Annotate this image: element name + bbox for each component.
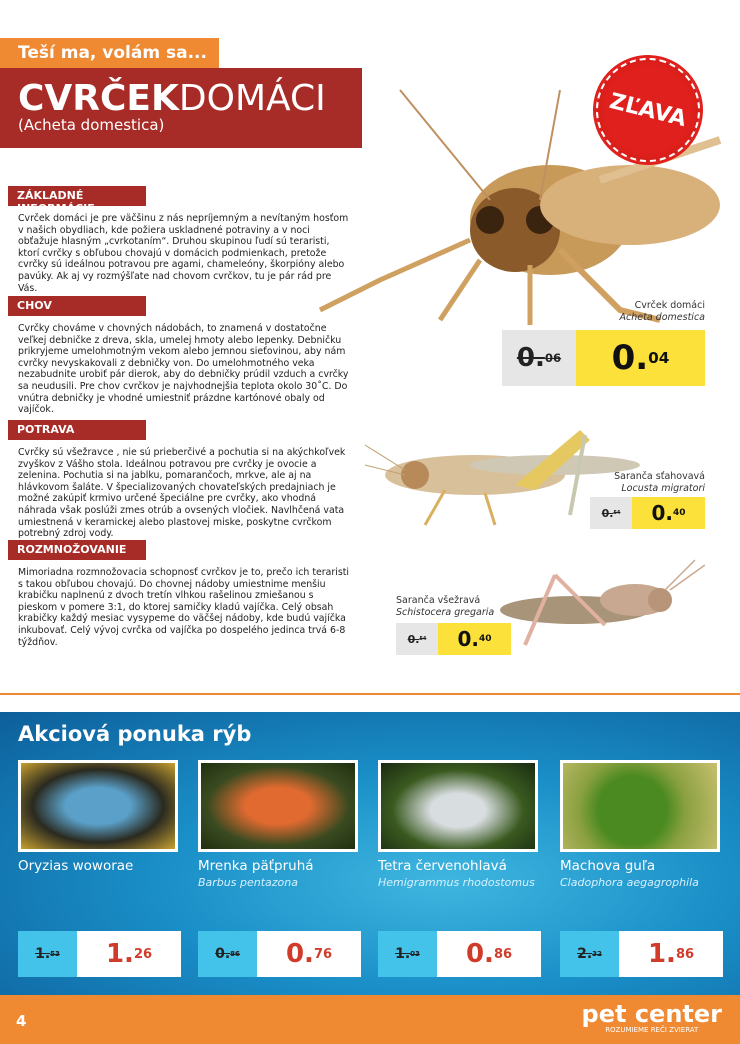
logo-text: pet center [581,1000,722,1028]
locust-image [495,555,705,655]
page-number: 4 [16,1012,27,1030]
price-tag [590,497,705,529]
old-price: 1. 53 [18,931,77,977]
fish-latin: Barbus pentazona [198,876,298,889]
section-text-chov: Cvrčky chováme v chovných nádobách, to znamená v dostatočne veľkej debničke z dreva, skla, umelej hmoty alebo lepenky. Debničku prikryjeme umelohmotným vekom alebo jemnou sieťovinou, aby nám cvrčky nevyskakovali z debničky von. Do umelohmotného veka nezabudnite urobiť pár dierok, aby do debničky prúdil vzduch a cvrčky sa neudusili. Pre chov cvrčkov je najvhodnejšia teplota okolo 30˚C. Do vnútra debničky je vhodné umiestniť prázdne kartónové obaly od vajíčok. [18,323,349,416]
fish-name: Oryzias woworae [18,858,134,874]
fish-name: Mrenka päťpruhá [198,858,314,874]
fish-card[interactable] [560,760,720,969]
fish-image [198,760,358,852]
old-price: 0. 06 [502,330,576,386]
fish-latin [18,876,178,890]
fish-section-title: Akciová ponuka rýb [18,722,252,746]
insect-latin: Locusta migratori [621,483,705,494]
page-title [18,78,362,119]
fish-name: Machova guľa [560,858,656,874]
old-price: 2. 32 [560,931,619,977]
price-tag [198,931,361,977]
fish-name: Tetra červenohlavá [378,858,507,874]
price-tag [396,623,511,655]
title-banner [0,68,362,148]
price-tag [378,931,541,977]
logo-tagline: ROZUMIEME REČI ZVIERAT [605,1026,699,1034]
old-price: 0. 86 [198,931,257,977]
title-bold: CVRČEK [18,78,179,119]
insect-caption [620,300,705,324]
section-text-basic-info: Cvrček domáci je pre väčšinu z nás nepríjemným a nevítaným hosťom v našich obydliach, kde požiera uskladnené potraviny a v noci obťažuje hlasným „cvrkotaním“. Druhou skupinou ľudí sú teraristi, ktorí cvrčky s obľubou chovajú v domácich podmienkach, pretože cvrčky sú ideálnou potravou pre agami, chameleóny, škorpióny alebo pavúky. Ak aj vy rozmýšľate nad chovom cvrčkov, tu je pár rád pre Vás. [18,213,349,294]
fish-card[interactable] [18,760,178,969]
insect-caption [396,595,494,619]
old-price: 1. 03 [378,931,437,977]
discount-badge: ZĽAVA [585,47,711,173]
fish-card[interactable] [198,760,358,969]
old-price: 0. 54 [396,623,438,655]
divider [0,693,740,695]
insect-latin: Acheta domestica [619,312,705,323]
fish-image [378,760,538,852]
insect-caption [614,471,705,495]
price-tag [502,330,705,386]
fish-card[interactable] [378,760,538,969]
new-price: 0. 86 [437,931,541,977]
insect-latin: Schistocera gregaria [396,607,495,618]
section-heading-chov: CHOV [8,296,146,316]
section-text-rozmnozovanie: Mimoriadna rozmnožovacia schopnosť cvrčkov je to, prečo ich teraristi s takou obľubou chovajú. Do chovnej nádoby umiestnime menšiu krabičku naplnenú z dvoch tretín vlhkou rašelinou zmiešanou s pieskom v pomere 3:1, do ktorej samičky kladú vajíčka. Celý obsah krabičky každý mesiac vysypeme do väčšej nádoby, kde budú vajíčka inkubovať. Celý vývoj cvrčka od vajíčka po dospelého jedinca trvá 6-8 týždňov. [18,567,349,648]
pet-center-logo [582,1000,722,1034]
insect-name: Saranča sťahovavá [614,471,705,482]
new-price: 0. 40 [632,497,705,529]
fish-image [560,760,720,852]
section-text-potrava: Cvrčky sú všežravce , nie sú prieberčivé a pochutia si na akýchkoľvek zvyškov z Vášho stola. Ideálnou potravou pre cvrčky je ovocie a zelenina. Pochutia si na jablku, pomarančoch, mrkve, ale aj na hlávkovom šaláte. V špecializovaných chovateľských predajniach je možné zakúpiť krmivo určené špeciálne pre cvrčky, ako vhodná náhrada však poslúži zmes otrúb a ovsených vločiek. Navlhčená vata umiestnená v keramickej alebo plastovej miske, poskytne cvrčkom potrebný zdroj vody. [18,447,346,540]
fish-latin: Cladophora aegagrophila [560,876,699,889]
new-price: 0. 04 [576,330,705,386]
price-tag [18,931,181,977]
new-price: 0. 40 [438,623,511,655]
section-heading-rozmnozovanie: ROZMNOŽOVANIE [8,540,146,560]
insect-name: Saranča všežravá [396,595,481,606]
new-price: 1. 86 [619,931,723,977]
new-price: 1. 26 [77,931,181,977]
fish-image [18,760,178,852]
new-price: 0. 76 [257,931,361,977]
old-price: 0. 54 [590,497,632,529]
page-subtitle: (Acheta domestica) [18,116,165,134]
section-heading-potrava: POTRAVA [8,420,146,440]
insect-name: Cvrček domáci [634,300,705,311]
section-heading-basic-info: ZÁKLADNÉ INFORMÁCIE [8,186,146,206]
fish-latin: Hemigrammus rhodostomus [378,876,535,889]
price-tag [560,931,723,977]
kicker-banner: Teší ma, volám sa... [0,38,219,68]
title-light: DOMÁCI [178,78,326,119]
